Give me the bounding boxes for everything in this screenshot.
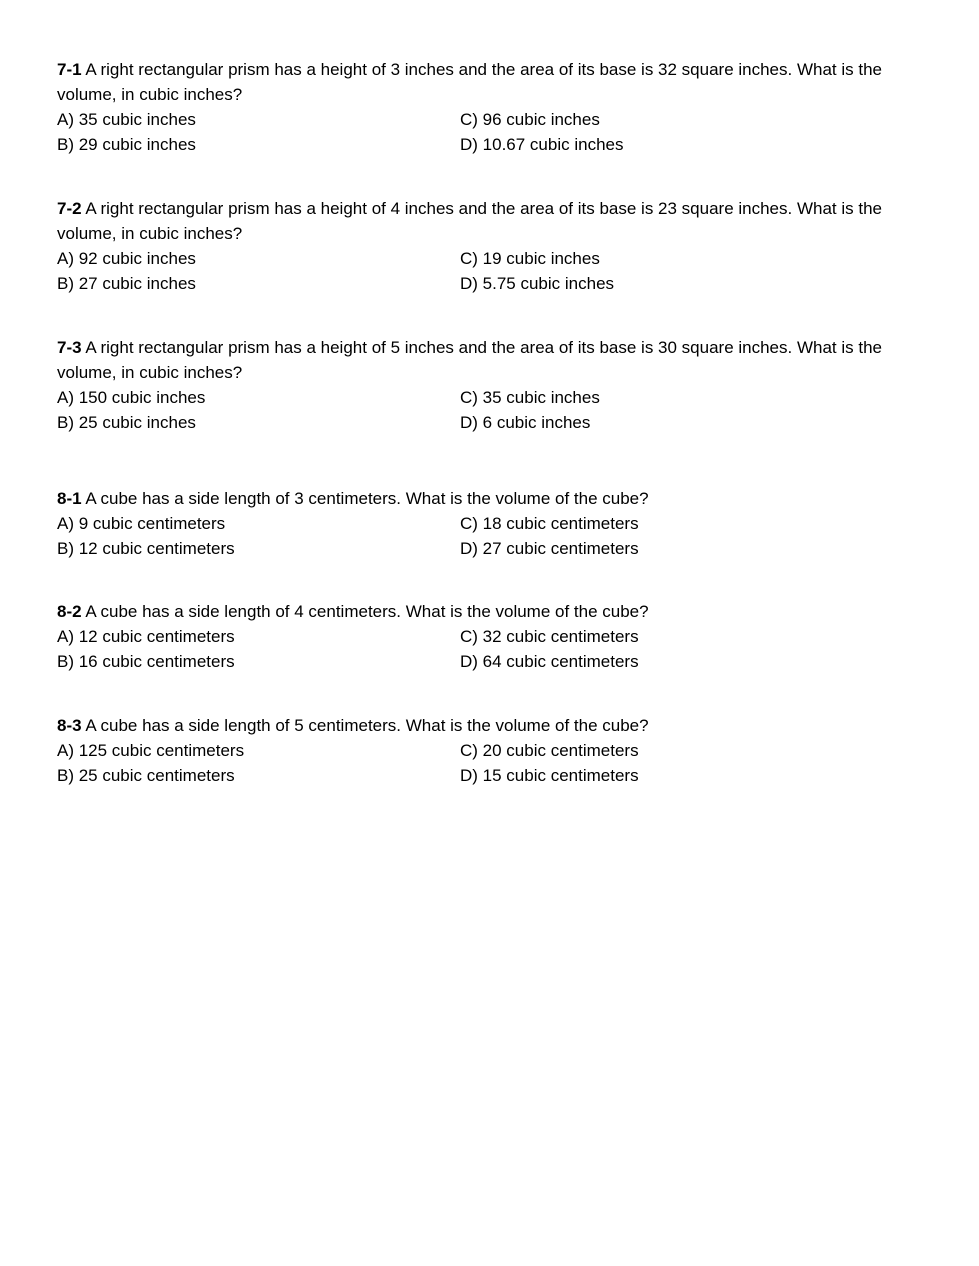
choice-a: A) 12 cubic centimeters [57, 627, 235, 646]
question-text: A cube has a side length of 3 centimeters. What is the volume of the cube? [85, 489, 649, 508]
question-number: 8-3 [57, 716, 82, 735]
question-7-1 [57, 57, 917, 157]
choice-a: A) 92 cubic inches [57, 249, 196, 268]
question-text: A cube has a side length of 4 centimeters. What is the volume of the cube? [85, 602, 649, 621]
question-8-1 [57, 486, 917, 561]
question-7-3 [57, 335, 917, 435]
choice-d: D) 10.67 cubic inches [460, 135, 624, 154]
answer-choices [57, 107, 917, 157]
choice-b: B) 12 cubic centimeters [57, 539, 235, 558]
answer-choices [57, 385, 917, 435]
choice-c: C) 35 cubic inches [460, 388, 600, 407]
question-stem [57, 335, 917, 385]
choice-d: D) 15 cubic centimeters [460, 766, 639, 785]
choice-c: C) 20 cubic centimeters [460, 741, 639, 760]
question-stem [57, 196, 917, 246]
answer-choices [57, 246, 917, 296]
choice-b: B) 25 cubic inches [57, 413, 196, 432]
choice-c: C) 96 cubic inches [460, 110, 600, 129]
question-stem [57, 599, 917, 624]
choice-a: A) 150 cubic inches [57, 388, 206, 407]
question-8-3 [57, 713, 917, 788]
choice-a: A) 125 cubic centimeters [57, 741, 245, 760]
question-number: 7-3 [57, 338, 82, 357]
answer-choices [57, 738, 917, 788]
choice-b: B) 27 cubic inches [57, 274, 196, 293]
choice-d: D) 27 cubic centimeters [460, 539, 639, 558]
question-text: A right rectangular prism has a height of 4 inches and the area of its base is 23 square inches. What is the volume, in cubic inches? [57, 199, 882, 243]
question-number: 8-1 [57, 489, 82, 508]
choice-d: D) 64 cubic centimeters [460, 652, 639, 671]
answer-choices [57, 511, 917, 561]
choice-d: D) 5.75 cubic inches [460, 274, 615, 293]
worksheet-page [57, 57, 917, 788]
question-text: A cube has a side length of 5 centimeters. What is the volume of the cube? [85, 716, 649, 735]
answer-choices [57, 624, 917, 674]
question-text: A right rectangular prism has a height of 5 inches and the area of its base is 30 square inches. What is the volume, in cubic inches? [57, 338, 882, 382]
question-text: A right rectangular prism has a height of 3 inches and the area of its base is 32 square inches. What is the volume, in cubic inches? [57, 60, 882, 104]
question-number: 8-2 [57, 602, 82, 621]
choice-c: C) 32 cubic centimeters [460, 627, 639, 646]
choice-c: C) 18 cubic centimeters [460, 514, 639, 533]
question-number: 7-1 [57, 60, 82, 79]
question-8-2 [57, 599, 917, 674]
choice-b: B) 16 cubic centimeters [57, 652, 235, 671]
question-number: 7-2 [57, 199, 82, 218]
choice-b: B) 25 cubic centimeters [57, 766, 235, 785]
question-7-2 [57, 196, 917, 296]
question-stem [57, 57, 917, 107]
question-stem [57, 713, 917, 738]
choice-d: D) 6 cubic inches [460, 413, 591, 432]
choice-a: A) 9 cubic centimeters [57, 514, 226, 533]
choice-c: C) 19 cubic inches [460, 249, 600, 268]
question-stem [57, 486, 917, 511]
choice-a: A) 35 cubic inches [57, 110, 196, 129]
choice-b: B) 29 cubic inches [57, 135, 196, 154]
